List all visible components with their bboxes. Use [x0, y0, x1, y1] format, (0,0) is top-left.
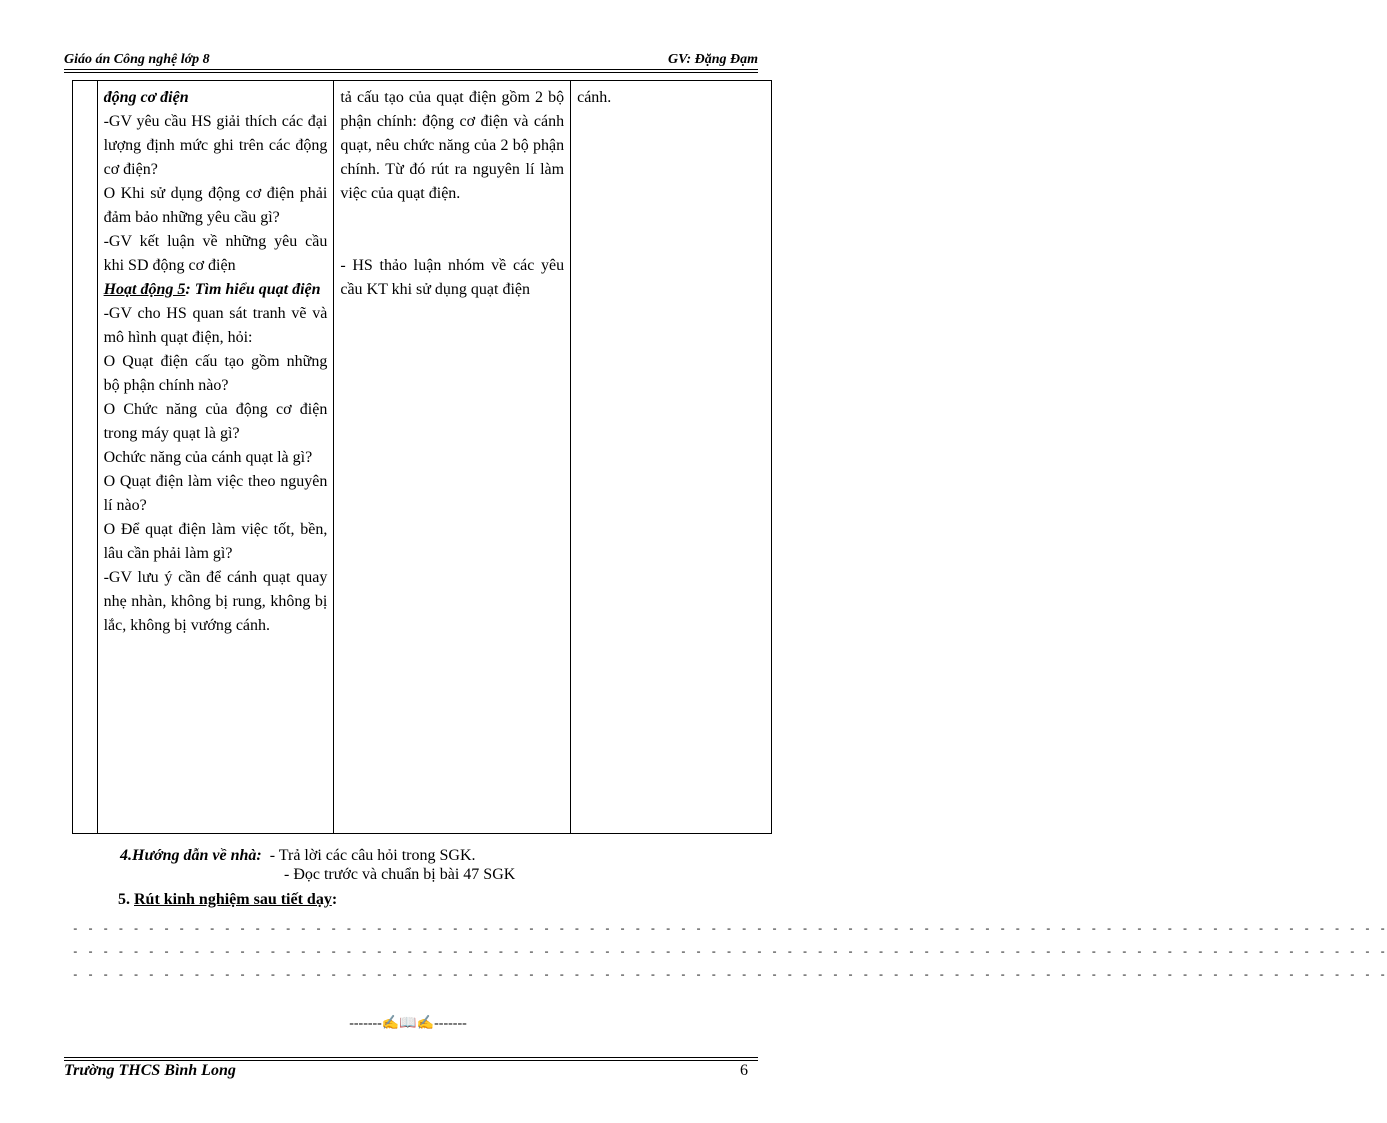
dashed-line: - - - - - - - - - - - - - - - - - - - - - - - - - - - - - - - - - - - - - - - - - - - - - - - - - - - - - - - - - - - - - - - - - - - - - - - - - - - - - - - - - - - - - - -	[72, 970, 1387, 982]
header-teacher: GV: Đặng Đạm	[668, 52, 758, 67]
activity-heading	[104, 278, 328, 302]
dashed-line: - - - - - - - - - - - - - - - - - - - - - - - - - - - - - - - - - - - - - - - - - - - - - - - - - - - - - - - - - - - - - - - - - - - - - - - - - - - - - - - - - - - - - - -	[72, 924, 1387, 936]
dashed-line: - - - - - - - - - - - - - - - - - - - - - - - - - - - - - - - - - - - - - - - - - - - - - - - - - - - - - - - - - - - - - - - - - - - - - - - - - - - - - - - - - - - - - - -	[72, 947, 1387, 959]
page-number: 6	[740, 1062, 748, 1079]
spacer	[340, 206, 564, 254]
homework-label: 4.Hướng dẫn về nhà:	[120, 847, 262, 864]
table-cell-blank	[73, 81, 98, 834]
teacher-line: -GV kết luận về những yêu cầu khi SD động cơ điện	[103, 233, 328, 274]
footer-rule	[64, 1057, 758, 1061]
experience-number: 5.	[118, 891, 130, 908]
lesson-table	[72, 80, 772, 834]
experience-label: Rút kinh nghiệm sau tiết dạy	[134, 891, 332, 908]
teacher-line: O Quạt điện cấu tạo gồm những bộ phận chính nào?	[103, 353, 328, 394]
teacher-line: O Quạt điện làm việc theo nguyên lí nào?	[103, 473, 328, 514]
activity-heading-title: : Tìm hiểu quạt điện	[185, 281, 321, 298]
section-separator: -------✍📖✍-------	[349, 1016, 467, 1031]
footer-school: Trường THCS Bình Long	[64, 1062, 236, 1079]
teacher-line: -GV cho HS quan sát tranh vẽ và mô hình quạt điện, hỏi:	[103, 305, 328, 346]
content-line: cánh.	[577, 89, 612, 106]
homework-item: - Đọc trước và chuẩn bị bài 47 SGK	[284, 866, 516, 883]
activity-heading-number: Hoạt động 5	[103, 281, 186, 298]
content-cell	[571, 81, 772, 834]
homework-item: - Trả lời các câu hỏi trong SGK.	[269, 847, 476, 864]
header-rule	[64, 69, 758, 73]
teacher-line: Ochức năng của cánh quạt là gì?	[103, 449, 313, 466]
student-activity-cell	[334, 81, 571, 834]
experience-heading	[118, 891, 337, 909]
teacher-activity-cell	[97, 81, 334, 834]
experience-colon: :	[331, 891, 338, 908]
teacher-line: O Khi sử dụng động cơ điện phải đảm bảo những yêu cầu gì?	[103, 185, 328, 226]
student-line: - HS thảo luận nhóm về các yêu cầu KT khi sử dụng quạt điện	[340, 257, 565, 298]
activity-continuation: động cơ điện	[103, 89, 189, 106]
teacher-line: -GV yêu cầu HS giải thích các đại lượng định mức ghi trên các động cơ điện?	[103, 113, 328, 178]
header-course-title: Giáo án Công nghệ lớp 8	[64, 52, 210, 67]
student-line: tả cấu tạo của quạt điện gồm 2 bộ phận chính: động cơ điện và cánh quạt, nêu chức năng của 2 bộ phận chính. Từ đó rút ra nguyên lí làm việc của quạt điện.	[340, 89, 565, 202]
teacher-line: O Để quạt điện làm việc tốt, bền, lâu cần phải làm gì?	[103, 521, 328, 562]
homework-line-1	[120, 845, 476, 867]
teacher-line: -GV lưu ý cần để cánh quạt quay nhẹ nhàn, không bị rung, không bị lắc, không bị vướng cánh.	[103, 569, 328, 634]
table-row	[73, 81, 772, 834]
teacher-line: O Chức năng của động cơ điện trong máy quạt là gì?	[103, 401, 328, 442]
